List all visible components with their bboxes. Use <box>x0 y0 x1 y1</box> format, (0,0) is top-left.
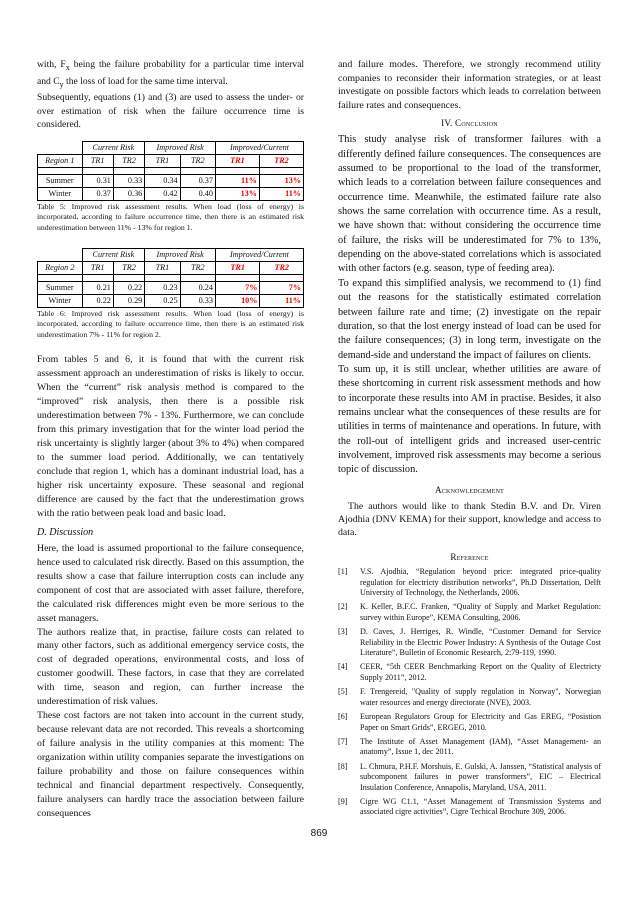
ref-number: [4] <box>338 662 348 672</box>
discussion-paragraph-1: Here, the load is assumed proportional to the failure consequence, hence used to calculated risk directly. Based on this assumption, the results show a case that failure interruption costs can include any component of cost that are associated with asset failure, therefore, the calculated risk differences might even be more serious to the asset managers. <box>37 542 304 624</box>
ref-number: [2] <box>338 602 348 612</box>
table6-cell: 11% <box>260 294 304 307</box>
table5-col: TR2 <box>180 154 215 167</box>
table5-cell: 0.33 <box>113 174 144 187</box>
table5-cell: 0.37 <box>82 187 113 200</box>
table5-cell: 0.40 <box>180 187 215 200</box>
table6-col: TR1 <box>82 261 113 274</box>
ref-number: [9] <box>338 796 348 806</box>
reference-list <box>338 567 601 818</box>
table5-cell: 11% <box>215 174 259 187</box>
table6-caption: Table 6: Improved risk assessment results. When load (loss of energy) is incorporated, according to failure occurrence time, then there is an estimated risk underestimation 7% - 11% for region 2. <box>37 308 304 339</box>
table5-cell: 13% <box>215 187 259 200</box>
table6-col: TR2 <box>113 261 144 274</box>
table-row <box>38 187 304 200</box>
discussion-paragraph-2: The authors realize that, in practise, failure costs can related to many other factors, such as additional emergency service costs, the cost of degraded operations, environmental costs, and loss of customer goodwill. These factors, in case that they are correlated with time, season and region, can further increase the underestimation of risk values. <box>37 626 304 708</box>
table5-caption: Table 5: Improved risk assessment results. When load (loss of energy) is incorporated, according to failure occurrence time, then there is an estimated risk underestimation between 11% - 13% for region 1. <box>37 201 304 232</box>
table6-cell: 0.33 <box>180 294 215 307</box>
list-item <box>338 797 601 818</box>
table5-col: TR1 <box>82 154 113 167</box>
conclusion-paragraph-3: To sum up, it is still unclear, whether utilities are aware of these shortcoming in current risk assessment methods and how to incorporate these results into AM in practise. Besides, it also remains unclear what the consequences of these results are for utilities in terms of maintenance and operations. In future, with the roll-out of intelligent grids and increased user-centric involvement, improved risk assessments may become a serious topic of discussion. <box>338 363 601 476</box>
ref-text: F. Trengereid, "Quality of supply regulation in Norway", Norwegian water resources and energy directorate (NVE), 2003. <box>360 687 601 707</box>
table6-row-label: Winter <box>38 294 83 307</box>
right-column <box>338 58 601 822</box>
list-item <box>338 627 601 658</box>
table5-row-label: Winter <box>38 187 83 200</box>
table6-cell: 10% <box>215 294 259 307</box>
table6-header-ratio: Improved/Current <box>215 248 303 261</box>
table5-cell: 0.31 <box>82 174 113 187</box>
table5-cell: 0.36 <box>113 187 144 200</box>
table6-col: TR1 <box>145 261 180 274</box>
table6-col: TR2 <box>180 261 215 274</box>
discussion-paragraph-3: These cost factors are not taken into account in the current study, because relevant data are not recorded. This reveals a shortcoming of failure analysis in the utility companies at this moment: The organization within utility companies separate the investigations on failure probability and those on failure consequences within technical and financial department respectively. Consequently, failure analysers can hardly trace the association between failure consequences <box>37 710 304 819</box>
table5-col: TR1 <box>215 154 259 167</box>
discussion-heading: D. Discussion <box>37 526 94 538</box>
ref-text: D. Caves, J. Herriges, R. Windle, “Customer Demand for Service Reliability in the Electric Power Industry: A Synthesis of the Outage Cost Literature”, Bulletin of Economic Research, 2:79-119, 1990. <box>360 627 601 658</box>
list-item <box>338 737 601 758</box>
table-row <box>38 294 304 307</box>
ref-text: Cigre WG C1.1, “Asset Management of Transmission Systems and associated cigre activities”, Cigre Techical Brochure 309, 2006. <box>360 796 601 817</box>
acknowledgement-paragraph: The authors would like to thank Stedin B.V. and Dr. Viren Ajodhia (DNV KEMA) for their support, knowledge and access to data. <box>338 500 601 539</box>
table6-col: TR2 <box>260 261 304 274</box>
ref-number: [7] <box>338 736 348 746</box>
intro-paragraph-2: Subsequently, equations (1) and (3) are used to assess the under- or over estimation of risk when the failure occurrence time is considered. <box>37 92 304 131</box>
table6-cell: 0.29 <box>113 294 144 307</box>
intro-paragraph: with, $F_x$ being the failure probability for a particular time interval and $C_y$ the loss of load for the same time interval. <box>37 59 304 89</box>
conclusion-heading-text: IV. Conclusion <box>441 118 498 129</box>
ref-text: The Institute of Asset Management (IAM), “Asset Management- an anatomy”, Issue 1, dec 2011. <box>360 736 601 757</box>
ref-text: L. Chmura, P.H.F. Morshuis, E. Gulski, A. Janssen, “Statistical analysis of subcomponent failures in power transformers”, EIC – Electrical Insulation Conference, Annapolis, Maryland, USA, 2011. <box>360 761 601 792</box>
table6-cell: 0.24 <box>180 281 215 294</box>
acknowledgement-heading: Acknowledgement <box>435 484 504 495</box>
list-item <box>338 662 601 683</box>
table5-cell: 0.37 <box>180 174 215 187</box>
table5-col: TR2 <box>259 154 303 167</box>
list-item <box>338 762 601 793</box>
table5-header-ratio: Improved/Current <box>215 141 303 154</box>
table5-cell: 0.34 <box>145 174 180 187</box>
ref-number: [6] <box>338 712 348 722</box>
table-row <box>38 281 304 294</box>
page-number: 869 <box>310 828 328 839</box>
ref-text: V.S. Ajodhia, “Regulation beyond price: integrated price-quality regulation for electricty distribution networks”, Ph.D Dissertation, Delft University of Technology, the Netherlands, 2006. <box>360 567 601 598</box>
ref-number: [5] <box>338 687 348 697</box>
table6-cell: 0.23 <box>145 281 180 294</box>
table6-cell: 0.22 <box>82 294 113 307</box>
table5-col: TR1 <box>145 154 180 167</box>
conclusion-paragraph-2: To expand this simplified analysis, we recommend to (1) find out the reasons for the statistically estimated correlation between failure rate and time; (2) investigate on the repair duration, so that the lost energy instead of load can be used for the failure consequences; (3) in long term, investigate on the demand-side and understand the impact of failures on clients. <box>338 277 601 361</box>
table6-cell: 7% <box>260 281 304 294</box>
list-item <box>338 687 601 708</box>
table6-row-label: Summer <box>38 281 83 294</box>
list-item <box>338 712 601 733</box>
table6-col: TR1 <box>215 261 259 274</box>
ref-text: K. Keller, B.F.C. Franken, “Quality of Supply and Market Regulation: survey within Europe”, KEMA Consulting, 2006. <box>360 602 601 622</box>
tables-discussion-paragraph: From tables 5 and 6, it is found that with the current risk assessment approach an underestimation of risks is likely to occur. When the “current” risk analysis method is compared to the “improved” risk analysis, then there is a possible risk underestimation between 7% - 13%. Furthermore, we can conclude from this primary investigation that for the winter load period the risk uncertainty is slightly larger (about 3% to 4%) when compared to the summer load period. Additionally, we can tentatively conclude that region 1, which has a dominant industrial load, has a higher risk uncertainty exposure. These seasonal and regional difference are caused by the fact that the underestimation grows with the ratio between peak load and basic load. <box>37 354 304 519</box>
table6-header-current: Current Risk <box>82 248 145 261</box>
table-row <box>38 174 304 187</box>
ref-number: [3] <box>338 627 348 637</box>
table5-cell: 11% <box>259 187 303 200</box>
table5-header-improved: Improved Risk <box>145 141 216 154</box>
ref-text: European Regulators Group for Electricity and Gas EREG, “Posistion Paper on Smart Grids”, ERGEG, 2010. <box>360 712 601 732</box>
list-item <box>338 602 601 623</box>
left-column <box>37 58 304 821</box>
conclusion-paragraph-1: This study analyse risk of transformer failures with a differently defined failure consequences. The consequences are assumed to be proportional to the load of the transformer, which leads to a correlation between failure consequences and occurrence time. Meanwhile, the estimated failure rate also shows the same correlation with occurrence time. As a result, we have shown that: without considering the occurrence time of failure, the risks will be underestimated for 7% to 13%, depending on the above-stated correlations which is associated with other factors (e.g. season, type of feeding area). <box>338 134 601 275</box>
table-6 <box>37 248 304 308</box>
table5-header-current: Current Risk <box>82 141 145 154</box>
table6-cell: 0.25 <box>145 294 180 307</box>
ref-number: [1] <box>338 567 348 577</box>
table6-region: Region 2 <box>38 261 83 274</box>
conclusion-heading <box>338 118 601 128</box>
ref-text: CEER, “5th CEER Benchmarking Report on the Quality of Electricty Supply 2011”, 2012. <box>360 662 601 682</box>
table5-col: TR2 <box>113 154 144 167</box>
table6-header-improved: Improved Risk <box>145 248 216 261</box>
continuation-paragraph: and failure modes. Therefore, we strongly recommend utility companies to reconsider their information strategies, or at least investigate on possible factors which leads to correlation between failure rates and consequences. <box>338 59 601 111</box>
ref-number: [8] <box>338 761 348 771</box>
table5-cell: 13% <box>259 174 303 187</box>
table6-cell: 7% <box>215 281 259 294</box>
table6-cell: 0.22 <box>113 281 144 294</box>
table6-cell: 0.21 <box>82 281 113 294</box>
table5-cell: 0.42 <box>145 187 180 200</box>
table5-region: Region 1 <box>38 154 83 167</box>
reference-heading: Reference <box>450 552 489 563</box>
list-item <box>338 567 601 598</box>
table5-row-label: Summer <box>38 174 83 187</box>
table-5 <box>37 141 304 201</box>
